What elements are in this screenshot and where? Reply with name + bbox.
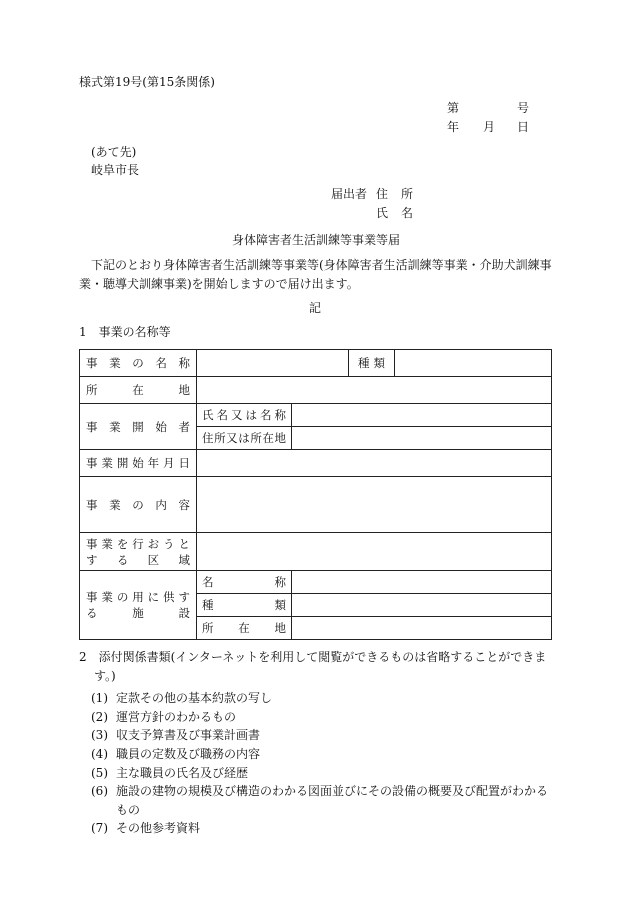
business-table: [79, 349, 552, 640]
label-type: 種 類: [358, 356, 385, 370]
ki-heading: 記: [309, 301, 322, 315]
document-title: 身体障害者生活訓練等事業等届: [232, 233, 401, 247]
applicant-address-label: 住 所: [376, 187, 413, 201]
list-item: (2) 運営方針のわかるもの: [91, 709, 237, 724]
start-date-value[interactable]: [197, 450, 552, 477]
business-name-value[interactable]: [197, 350, 349, 377]
applicant-role: 届出者: [331, 187, 368, 201]
facility-name-value[interactable]: [292, 571, 552, 594]
intro-text: 下記のとおり身体障害者生活訓練等事業等(身体障害者生活訓練等事業・介助犬訓練事業・聴導犬訓練事業)を開始しますので届け出ます。: [79, 258, 552, 291]
list-item: (1) 定款その他の基本約款の写し: [91, 691, 273, 706]
content-value[interactable]: [197, 477, 552, 533]
label-facility-line1: 事 業 の 用 に 供 す: [86, 590, 190, 604]
label-starter: 事 業 開 始 者: [86, 419, 190, 434]
date-day: 日: [517, 120, 530, 134]
label-location: 所 在 地: [86, 383, 190, 397]
attachments-section: [79, 648, 559, 838]
label-facility-line2: る 施 設: [86, 606, 190, 620]
label-facility-location: 所 在 地: [202, 621, 286, 635]
list-item: (5) 主な職員の氏名及び経歴: [91, 765, 249, 780]
list-item: (6) 施設の建物の規模及び構造のわかる図面並びにその設備の概要及び配置がわかるもの: [91, 784, 549, 817]
starter-address-value[interactable]: [292, 427, 552, 450]
addressee-label: (あて先): [91, 145, 137, 159]
date-month: 月: [483, 120, 496, 134]
section1-heading: 1 事業の名称等: [79, 325, 171, 339]
label-content: 事 業 の 内 容: [86, 497, 190, 512]
date-year: 年: [447, 120, 460, 134]
label-area-line2: す る 区 域: [86, 552, 190, 567]
label-business-name: 事 業 の 名 称: [86, 356, 190, 370]
section2-heading: 2 添付関係書類(インターネットを利用して閲覧ができるものは省略することができます。): [79, 650, 547, 683]
type-value[interactable]: [395, 350, 552, 377]
doc-number-suffix: 号: [517, 101, 530, 115]
list-item: (3) 収支予算書及び事業計画書: [91, 728, 261, 743]
doc-number-prefix: 第: [447, 101, 460, 115]
label-address-or-location: 住 所 又 は 所 在 地: [202, 431, 286, 445]
list-item: (4) 職員の定数及び職務の内容: [91, 746, 261, 761]
label-start-date: 事 業 開 始 年 月 日: [86, 456, 190, 470]
location-value[interactable]: [197, 377, 552, 404]
facility-location-value[interactable]: [292, 617, 552, 640]
label-facility-type: 種 類: [202, 598, 286, 612]
addressee-name: 岐阜市長: [91, 163, 140, 177]
label-facility-name: 名 称: [202, 575, 286, 589]
area-value[interactable]: [197, 533, 552, 571]
form-number: 様式第19号(第15条関係): [79, 75, 215, 89]
list-item: (7) その他参考資料: [91, 821, 201, 836]
label-area-line1: 事 業 を 行 お う と: [86, 536, 190, 551]
label-name-or-title: 氏 名 又 は 名 称: [202, 408, 286, 422]
starter-name-value[interactable]: [292, 404, 552, 427]
facility-type-value[interactable]: [292, 594, 552, 617]
applicant-name-label: 氏 名: [376, 206, 413, 220]
